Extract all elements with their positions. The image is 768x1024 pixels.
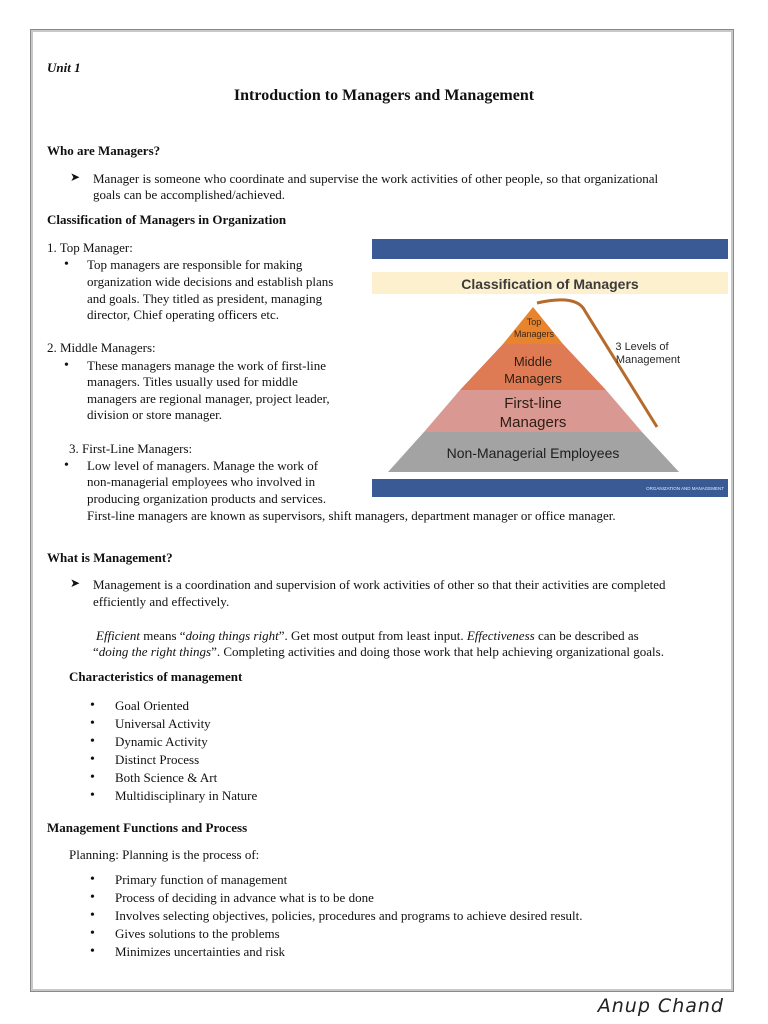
first-line-manager-line: Low level of managers. Manage the work of [87,458,319,473]
bullet-icon: • [64,458,69,473]
first-line-manager-label: 3. First-Line Managers: [69,441,193,456]
first-line-manager-line: producing organization products and services. [87,491,327,506]
top-manager-line: and goals. They titled as president, managing [87,291,323,306]
tier-top-label: Managers [513,329,555,339]
characteristics-heading: Characteristics of management [69,669,243,684]
middle-manager-label: 2. Middle Managers: [47,340,156,355]
tier-middle-label: Middle [513,354,553,369]
functions-heading: Management Functions and Process [47,820,248,835]
page-title: Introduction to Managers and Management [233,87,535,104]
middle-manager-line: managers. Titles usually used for middle [87,374,298,389]
arrow-bullet-icon: ➤ [70,576,81,590]
classification-figure [372,239,728,497]
list-item: • Multidisciplinary in Nature [90,787,257,805]
tier-base-label: Non-Managerial Employees [446,445,620,461]
list-item: • Distinct Process [90,751,257,769]
manager-definition-line1: Manager is someone who coordinate and supervise the work activities of other people, so that organizational [93,171,659,186]
top-manager-line: Top managers are responsible for making [87,257,303,272]
list-item: • Goal Oriented [90,697,257,715]
list-item: • Both Science & Art [90,769,257,787]
list-item: • Process of deciding in advance what is to be done [90,889,583,907]
list-item: • Dynamic Activity [90,733,257,751]
manager-definition-line2: goals can be accomplished/achieved. [93,187,286,202]
list-item: • Minimizes uncertainties and risk [90,943,583,961]
planning-intro: Planning: Planning is the process of: [69,847,260,862]
unit-label: Unit 1 [47,60,81,75]
figure-top-band [372,239,728,259]
first-line-manager-line: First-line managers are known as supervisors, shift managers, department manager or office manager. [87,508,616,523]
tier-first-label: First-line [504,395,562,412]
planning-list [90,871,583,961]
bracket-label: Management [615,354,681,366]
bullet-icon: • [64,358,69,373]
tier-top-label: Top [526,317,542,327]
top-manager-line: organization wide decisions and establish plans [87,274,334,289]
tier-middle-label: Managers [504,371,562,386]
top-manager-line: director, Chief operating officers etc. [87,307,279,322]
arrow-bullet-icon: ➤ [70,170,81,184]
first-line-manager-line: non-managerial employees who involved in [87,474,316,489]
efficiency-paragraph-line2: “doing the right things”. Completing activities and doing those work that help achieving organizational goals. [93,644,664,659]
list-item: • Involves selecting objectives, policies, procedures and programs to achieve desired result. [90,907,583,925]
bracket-label: 3 Levels of [615,341,669,353]
list-item: • Primary function of management [90,871,583,889]
author-signature: Anup Chand [597,995,724,1017]
bullet-icon: • [64,257,69,272]
middle-manager-line: These managers manage the work of first-line [87,358,326,373]
characteristics-list [90,697,257,805]
top-manager-label: 1. Top Manager: [47,240,133,255]
efficiency-paragraph-line1: Efficient means “doing things right”. Get most output from least input. Effectiveness can be described as [96,628,639,643]
figure-footer-text: ORGANIZATION AND MANAGEMENT [646,486,724,491]
list-item: • Gives solutions to the problems [90,925,583,943]
middle-manager-line: division or store manager. [87,407,223,422]
middle-manager-line: managers are regional manager, project leader, [87,391,330,406]
figure-title: Classification of Managers [461,276,639,292]
classification-heading: Classification of Managers in Organization [47,212,287,227]
what-is-management-heading: What is Management? [47,550,173,565]
management-definition-line2: efficiently and effectively. [93,594,230,609]
tier-first-label: Managers [499,414,567,431]
who-are-managers-heading: Who are Managers? [47,143,161,158]
management-definition-line1: Management is a coordination and supervision of work activities of other so that their activities are completed [93,577,666,592]
list-item: • Universal Activity [90,715,257,733]
